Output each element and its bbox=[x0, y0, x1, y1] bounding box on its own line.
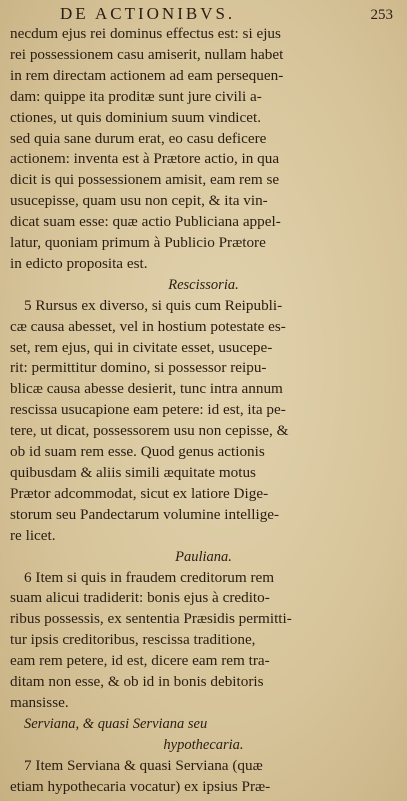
text-line: eam rem petere, id est, dicere eam rem tra- bbox=[10, 652, 270, 670]
text-line: sed quia sane durum erat, eo casu deficere bbox=[10, 129, 267, 147]
text-line: dicit is qui possessionem amisit, eam rem se bbox=[10, 171, 280, 189]
text-line: rit: permittitur domino, si possessor reipu- bbox=[10, 359, 267, 377]
text-line: rescissa usucapione eam petere: id est, ita pe- bbox=[10, 401, 286, 419]
text-line: rei possessionem casu amiserit, nullam habet bbox=[10, 45, 284, 63]
text-line: mansisse. bbox=[10, 693, 69, 711]
paragraph bbox=[10, 24, 397, 275]
running-head: DE ACTIONIBVS. bbox=[60, 4, 236, 23]
text-line: quibusdam & aliis simili æquitate motus bbox=[10, 464, 256, 482]
text-line: storum seu Pandectarum volumine intellige- bbox=[10, 505, 280, 523]
body-text bbox=[10, 24, 397, 797]
text-line: latur, quoniam primum à Publicio Prætore bbox=[10, 234, 266, 252]
section-heading: hypothecaria. bbox=[163, 736, 244, 753]
page-number: 253 bbox=[370, 7, 393, 23]
text-line: in rem directam actionem ad eam persequen- bbox=[10, 66, 284, 84]
text-line: dam: quippe ita proditæ sunt jure civili a- bbox=[10, 87, 262, 105]
page-header bbox=[10, 4, 397, 24]
text-line: set, rem ejus, qui in civitate esset, usucepe- bbox=[10, 338, 273, 356]
text-line: cæ causa abesset, vel in hostium potestate es- bbox=[10, 317, 286, 335]
text-line: ctiones, ut quis dominium suum vindicet. bbox=[10, 108, 262, 126]
text-line: etiam hypothecaria vocatur) ex ipsius Præ- bbox=[10, 777, 271, 795]
text-line: ribus possessis, ex sententia Præsidis permitti- bbox=[10, 610, 292, 628]
text-line: in edicto proposita est. bbox=[10, 254, 148, 272]
paragraph bbox=[10, 756, 397, 798]
section-heading: Serviana, & quasi Serviana seu bbox=[24, 715, 208, 732]
text-line: necdum ejus rei dominus effectus est: si ejus bbox=[10, 25, 281, 42]
text-line: 7 Item Serviana & quasi Serviana (quæ bbox=[24, 756, 263, 774]
text-line: 5 Rursus ex diverso, si quis cum Reipubli- bbox=[24, 296, 283, 314]
text-line: re licet. bbox=[10, 526, 56, 544]
text-line: Prætor adcommodat, sicut ex latiore Dige- bbox=[10, 484, 269, 502]
text-line: suam alicui tradiderit: bonis ejus à credito- bbox=[10, 589, 270, 607]
section-heading: Pauliana. bbox=[175, 548, 232, 565]
text-line: ob id suam rem esse. Quod genus actionis bbox=[10, 443, 265, 461]
text-line: tur ipsis creditoribus, rescissa traditione, bbox=[10, 631, 256, 649]
paragraph bbox=[10, 568, 397, 714]
section-heading: Rescissoria. bbox=[168, 276, 239, 293]
text-line: usucepisse, quam usu non cepit, & ita vin- bbox=[10, 192, 268, 210]
text-line: ditam non esse, & ob id in bonis debitoris bbox=[10, 673, 264, 691]
text-line: actionem: inventa est à Prætore actio, in qua bbox=[10, 150, 280, 168]
paragraph bbox=[10, 296, 397, 547]
text-line: blicæ causa abesse desierit, tunc intra annum bbox=[10, 380, 283, 398]
text-line: tere, ut dicat, possessorem usu non cepisse, & bbox=[10, 422, 289, 440]
text-line: dicat suam esse: quæ actio Publiciana appel- bbox=[10, 213, 281, 231]
text-line: 6 Item si quis in fraudem creditorum rem bbox=[24, 568, 275, 586]
